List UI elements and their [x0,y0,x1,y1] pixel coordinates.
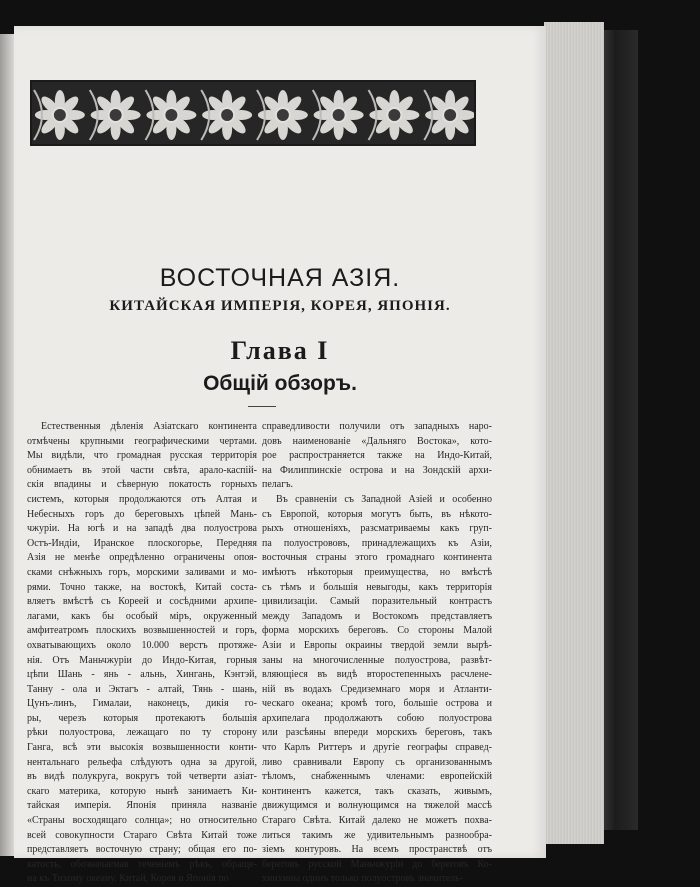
text-line: движущимся и волнующимся на тяжелой массѣ [262,800,492,812]
text-line: цѣпи Шань - янь - альнь, Хингань, Кэнтэй, [27,669,257,681]
text-line: Ганга, всѣ эти высокія возвышенности конти- [27,742,257,754]
book-cover [600,30,638,830]
chapter-number: Глава I [230,336,330,365]
rosette-motif [34,90,85,140]
chapter-title: Общій обзоръ. [203,372,357,395]
text-line: сками снѣжныхъ горъ, морскими заливами и мо- [27,566,257,578]
text-line: форма морскихъ береговъ. Со стороны Малой [262,625,492,637]
text-line: съ Европой, которыя могутъ быть, въ нѣкото- [262,508,492,520]
text-line: съ тѣмъ и большія невыгоды, какъ территорія [262,581,492,593]
rosette-motif [313,90,364,140]
text-line: Естественныя дѣленія Азіатскаго континента [41,421,257,432]
text-line: Азіи и Европы окраины твердой земли вырѣ- [262,639,492,651]
text-line: восточныя страны этого громаднаго континента [262,552,492,564]
text-line: вляетъ вмѣстѣ съ Кореей и сосѣдними архипе- [27,596,257,608]
rosette-motif [146,90,197,140]
text-line: зіемъ контуровъ. На всемъ пространствѣ отъ [262,844,492,856]
text-line: скія впадины и сѣверную покатость горныхъ [27,479,257,491]
text-line: на Филиппинскіе острова и на Зондскій архи- [262,464,492,476]
text-line: Въ сравненіи съ Западной Азіей и особенно [276,493,492,505]
text-line: нія. Отъ Маньчжуріи до Индо-Китая, горныя [27,654,257,666]
text-line: Стараго Свѣта. Китай далеко не можетъ похва- [262,815,492,827]
text-line: скаго материка, которую нынѣ занимаетъ Ки- [27,785,257,797]
text-column-right [262,420,492,887]
divider [248,406,276,407]
text-line: рыхъ отношеніяхъ, разсматриваемы какъ груп- [262,523,492,535]
text-line: довъ наименованіе «Дальняго Востока», кото- [262,435,492,447]
text-line: амфитеатромъ плоскихъ возвышенностей и горъ, [27,625,257,637]
text-line: въ видѣ полукруга, вокругъ той четверти азіат- [27,771,257,783]
decorative-ornament-banner [30,80,476,146]
page-edges [544,22,604,844]
text-line: справедливости получили отъ западныхъ наро- [262,421,492,432]
text-line: тѣломъ, снабженнымъ членами: европейскій [262,771,492,783]
text-line: нентальнаго рельефа слѣдуютъ одна за другой, [27,756,257,768]
rosette-motif [201,90,252,140]
text-line: заны на многочисленные полуострова, развѣт- [262,654,492,666]
text-line: архипелага продолжаютъ собою полуострова [262,712,492,724]
text-line: между Западомъ и Востокомъ представляетъ [262,610,492,622]
text-line: Остъ-Индіи, Иранское плоскогорье, Передняя [27,537,257,549]
text-line: ры, черезъ которыя протекаютъ большія [27,712,257,724]
text-line: всей совокупности Стараго Свѣта Китай тоже [27,829,257,841]
text-line: рѣки полуострова, лежащаго по ту сторону [27,727,257,739]
previous-page-edge [0,34,14,856]
rosette-motif [369,90,420,140]
text-line: ливо сравнивали Европу съ организованнымъ [262,756,492,768]
text-line: что Карлъ Риттеръ и другіе географы справед- [262,742,492,754]
text-line: отмѣчены крупными географическими чертами. [27,435,257,447]
text-line: лагами, какъ бы особый міръ, окруженный [27,610,257,622]
text-line: континентъ кажется, такъ сказать, живымъ, [262,785,492,797]
text-line: рое распространяется также на Индо-Китай, [262,450,492,462]
text-line: ческаго океана; кромѣ того, большіе острова и [262,698,492,710]
text-line: литься такимъ же удивительнымъ разнообра- [262,829,492,841]
text-line: рями. Точно также, на востокѣ, Китай соста- [27,581,257,593]
text-line: представляетъ восточную страну; общая его по- [27,844,257,856]
text-line: Небесныхъ горъ до береговыхъ цѣпей Мань- [27,508,257,520]
text-line: «Страны восходящаго солнца»; но относительно [27,815,257,827]
text-line: системъ, которыя продолжаются отъ Алтая и [27,493,257,505]
text-line: катость, обозначаемая теченіемъ рѣкъ, обраще- [27,858,257,870]
text-line: пелагъ. [262,479,293,491]
text-line: охватывающихъ около 10.000 верстъ протяже- [27,639,257,651]
text-line: Мы видѣли, что громадная русская территорія [27,450,257,462]
text-line: цивилизаціи. Самый поразительный контрастъ [262,596,492,608]
text-line: тайская имперія. Японія приняла названіе [27,800,257,812]
page-subtitle: КИТАЙСКАЯ ИМПЕРІЯ, КОРЕЯ, ЯПОНІЯ. [109,298,451,314]
rosette-motif [90,90,141,140]
text-line: Цунъ-линъ, Гималаи, наконецъ, дикія го- [27,698,257,710]
text-line: чжуріи. На югѣ и на западѣ два полуострова [27,523,257,535]
text-line: береговъ русской Маньчжуріи до береговъ Ко- [262,858,492,870]
text-line: на къ Тихому океану. Китай, Корея и Японія по [27,873,229,885]
text-line: хинхины одинъ только полуостровъ значитель- [262,873,464,885]
rosette-motif [257,90,308,140]
text-line: вляющіеся въ видѣ второстепенныхъ расчлене- [262,669,492,681]
text-line: имѣютъ нѣкоторыя преимущества, но вмѣстѣ [262,566,492,578]
rosette-motif [424,90,475,140]
floral-ornament-icon [32,82,476,146]
text-column-left [27,420,257,887]
text-line: обнимаетъ въ этой части свѣта, арало-каспій- [27,464,257,476]
text-line: Танну - ола и Эктагъ - алтай, Тянь - шань, [27,683,257,695]
text-line: па полуострововъ, принадлежащихъ къ Азіи, [262,537,492,549]
text-line: Азія не менѣе опредѣленно ограничены опоя- [27,552,257,564]
text-line: или разсѣяны впереди морскихъ береговъ, такъ [262,727,492,739]
text-line: ній въ водахъ Средиземнаго моря и Атланти- [262,683,492,695]
page-title: ВОСТОЧНАЯ АЗІЯ. [159,264,401,292]
